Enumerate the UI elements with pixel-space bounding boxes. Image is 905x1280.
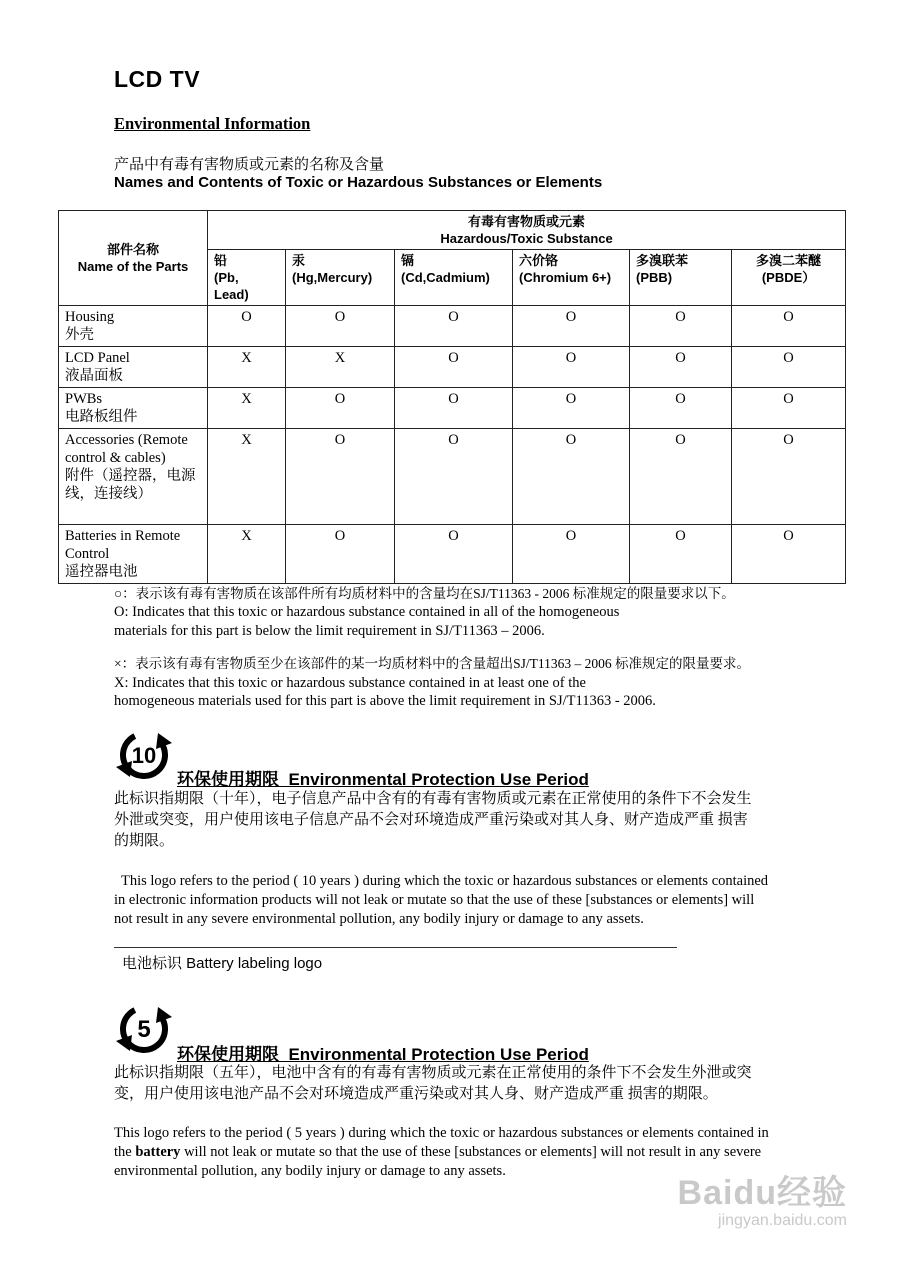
epup-5-heading: 环保使用期限 Environmental Protection Use Period <box>177 1045 589 1064</box>
watermark-brand: Baidu经验 <box>677 1174 847 1212</box>
epup-5-cn-1: 此标识指期限（五年），电池中含有的有毒有害物质或元素在正常使用的条件下不会发生外泄或突 <box>114 1065 752 1081</box>
substance-mark: O <box>513 429 630 525</box>
substance-mark: O <box>286 525 395 584</box>
substance-mark: O <box>513 347 630 388</box>
substance-mark: O <box>395 429 513 525</box>
substance-mark: O <box>732 388 846 429</box>
substance-table <box>58 210 846 584</box>
recycle-10-icon <box>114 727 176 783</box>
note-o-chinese: ○：表示该有毒有害物质在该部件所有均质材料中的含量均在SJ/T11363 - 2006 标准规定的限量要求以下。 <box>114 586 735 601</box>
substance-mark: O <box>208 306 286 347</box>
subtitle-english: Names and Contents of Toxic or Hazardous Substances or Elements <box>114 174 603 191</box>
note-x-chinese: ×：表示该有毒有害物质至少在该部件的某一均质材料中的含量超出SJ/T11363 – 2006 标准规定的限量要求。 <box>114 656 750 671</box>
column-header-pbde: 多溴二苯醚 (PBDE） <box>732 250 846 306</box>
substance-mark: O <box>732 306 846 347</box>
document-title: LCD TV <box>114 66 201 92</box>
table-row <box>59 306 846 347</box>
substance-mark: O <box>630 347 732 388</box>
part-name: LCD Panel 液晶面板 <box>59 347 208 388</box>
epup-5-en-1: This logo refers to the period ( 5 years ) during which the toxic or hazardous substances or elements contained in <box>114 1125 769 1141</box>
substance-mark: O <box>513 525 630 584</box>
substance-mark: O <box>286 306 395 347</box>
substance-mark: O <box>630 429 732 525</box>
epup-5-en-2: the battery will not leak or mutate so that the use of these [substances or elements] will not result in any severe <box>114 1144 762 1160</box>
parts-column-header: 部件名称 Name of the Parts <box>59 211 208 306</box>
substance-group-header: 有毒有害物质或元素 Hazardous/Toxic Substance <box>208 211 846 250</box>
substance-mark: O <box>630 525 732 584</box>
substance-mark: X <box>208 388 286 429</box>
epup-10-heading: 环保使用期限 Environmental Protection Use Period <box>177 770 589 789</box>
epup-5-cn-2: 变，用户使用该电池产品不会对环境造成严重污染或对其人身、财产造成严重 损害的期限。 <box>114 1086 718 1102</box>
note-x-english-1: X: Indicates that this toxic or hazardous substance contained in at least one of the <box>114 675 586 691</box>
part-name: Batteries in Remote Control 遥控器电池 <box>59 525 208 584</box>
substance-mark: O <box>395 525 513 584</box>
table-row <box>59 525 846 584</box>
epup-10-cn-1: 此标识指期限（十年），电子信息产品中含有的有毒有害物质或元素在正常使用的条件下不会发生 <box>114 791 752 807</box>
substance-mark: O <box>395 347 513 388</box>
part-name: Housing 外壳 <box>59 306 208 347</box>
part-name: PWBs 电路板组件 <box>59 388 208 429</box>
substance-mark: O <box>513 306 630 347</box>
substance-mark: X <box>208 525 286 584</box>
recycle-5-icon <box>114 1001 176 1057</box>
note-o-english-2: materials for this part is below the limit requirement in SJ/T11363 – 2006. <box>114 623 545 639</box>
column-header-chromium: 六价铬 (Chromium 6+) <box>513 250 630 306</box>
substance-mark: X <box>208 429 286 525</box>
part-name: Accessories (Remote control & cables) 附件（遥控器，电源线，连接线） <box>59 429 208 525</box>
substance-mark: O <box>286 429 395 525</box>
watermark <box>678 1165 847 1230</box>
substance-mark: O <box>630 306 732 347</box>
column-header-cadmium: 镉 (Cd,Cadmium) <box>395 250 513 306</box>
note-o-english-1: O: Indicates that this toxic or hazardous substance contained in all of the homogeneous <box>114 604 620 620</box>
column-header-lead: 铅 (Pb, Lead) <box>208 250 286 306</box>
substance-mark: O <box>732 347 846 388</box>
table-row <box>59 429 846 525</box>
substance-mark: X <box>286 347 395 388</box>
epup-10-en-3: not result in any severe environmental pollution, any bodily injury or damage to any assets. <box>114 911 644 927</box>
substance-mark: O <box>732 525 846 584</box>
logo-number: 5 <box>137 1016 151 1043</box>
watermark-url: jingyan.baidu.com <box>718 1212 847 1229</box>
substance-mark: O <box>513 388 630 429</box>
subtitle-chinese: 产品中有毒有害物质或元素的名称及含量 <box>114 156 385 173</box>
section-heading: Environmental Information <box>114 114 311 133</box>
substance-mark: O <box>395 388 513 429</box>
divider <box>114 947 677 948</box>
note-x-english-2: homogeneous materials used for this part is above the limit requirement in SJ/T11363 - 2006. <box>114 693 656 709</box>
column-header-mercury: 汞 (Hg,Mercury) <box>286 250 395 306</box>
substance-mark: O <box>395 306 513 347</box>
column-header-pbb: 多溴联苯 (PBB) <box>630 250 732 306</box>
substance-mark: X <box>208 347 286 388</box>
epup-10-cn-2: 外泄或突变，用户使用该电子信息产品不会对环境造成严重污染或对其人身、财产造成严重 损害 <box>114 812 748 828</box>
logo-number: 10 <box>131 743 157 768</box>
table-row <box>59 347 846 388</box>
battery-label: 电池标识 Battery labeling logo <box>122 955 323 972</box>
epup-10-cn-3: 的期限。 <box>114 833 175 849</box>
table-row <box>59 388 846 429</box>
substance-mark: O <box>630 388 732 429</box>
epup-10-en-1: This logo refers to the period ( 10 years ) during which the toxic or hazardous substances or elements contained <box>114 873 769 889</box>
substance-mark: O <box>286 388 395 429</box>
epup-5-en-3: environmental pollution, any bodily injury or damage to any assets. <box>114 1163 506 1179</box>
substance-mark: O <box>732 429 846 525</box>
epup-10-en-2: in electronic information products will not leak or mutate so that the use of these [substances or elements] will <box>114 892 755 908</box>
